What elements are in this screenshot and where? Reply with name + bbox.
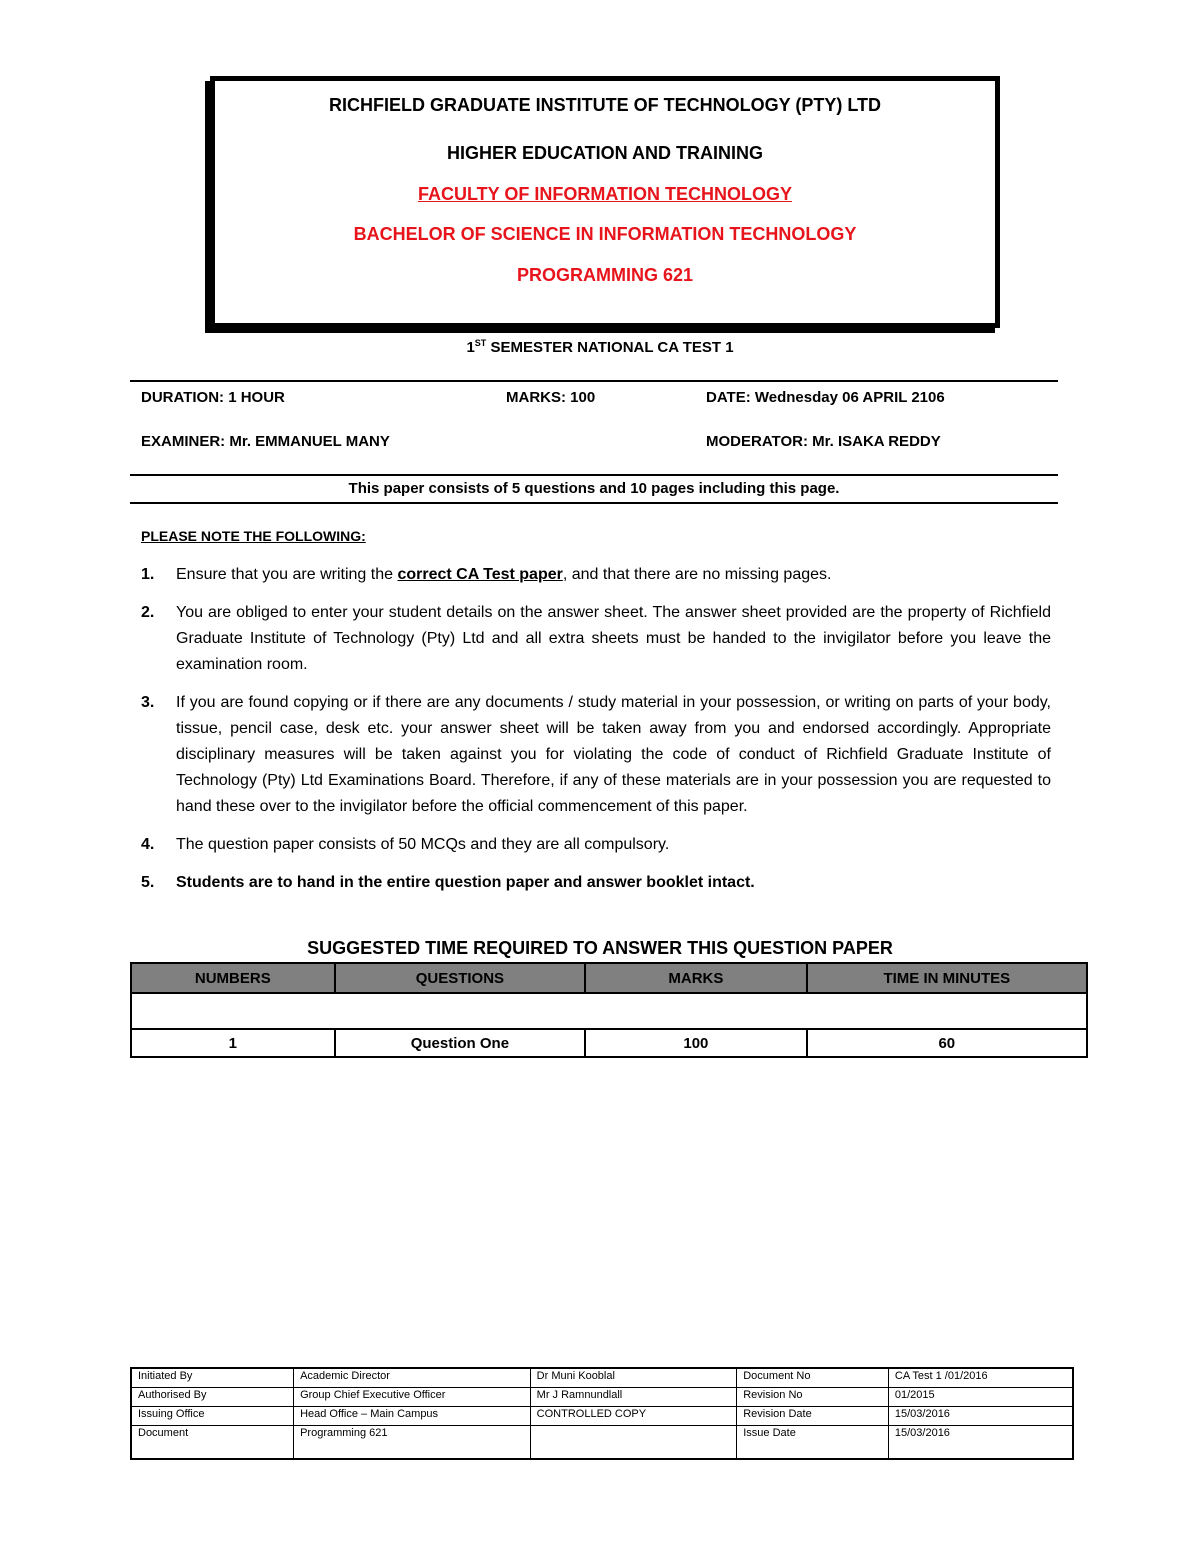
- table-cell: 1: [131, 1029, 335, 1057]
- date: DATE: Wednesday 06 APRIL 2106: [706, 389, 945, 406]
- table-cell: Academic Director: [294, 1368, 531, 1388]
- column-header: NUMBERS: [131, 963, 335, 993]
- time-table-header-row: [131, 963, 1087, 993]
- marks: MARKS: 100: [506, 389, 596, 406]
- note-text: Ensure that you are writing the: [176, 566, 398, 583]
- note-text: If you are found copying or if there are any documents / study material in your possession, or writing on parts of your body, tissue, pencil case, desk etc. your answer sheet will be taken away from you and endorsed accordingly. Appropriate disciplinary measures will be taken against you for violating the code of conduct of Richfield Graduate Institute of Technology (Pty) Ltd Examinations Board. Therefore, if any of these materials are in your possession you are requested to hand these over to the invigilator before the official commencement of this paper.: [176, 694, 1051, 815]
- table-row: [131, 1029, 1087, 1057]
- time-table-blank-row: [131, 993, 1087, 1029]
- note-number: 5.: [141, 874, 155, 891]
- test-title-number: 1: [466, 339, 475, 356]
- note-item: [141, 600, 1051, 678]
- blank-cell: [131, 993, 1087, 1029]
- document-control-table: [130, 1367, 1074, 1460]
- table-row: [131, 1426, 1073, 1460]
- table-cell: Question One: [335, 1029, 586, 1057]
- table-cell: Issue Date: [737, 1426, 889, 1460]
- table-cell: 15/03/2016: [888, 1407, 1073, 1426]
- institution-name: RICHFIELD GRADUATE INSTITUTE OF TECHNOLOGY (PTY) LTD: [329, 95, 881, 115]
- note-item: [141, 832, 1051, 858]
- table-row: [131, 1368, 1073, 1388]
- divider-top: [130, 380, 1058, 382]
- table-row: [131, 1388, 1073, 1407]
- examiner: EXAMINER: Mr. EMMANUEL MANY: [141, 433, 390, 450]
- table-cell: CONTROLLED COPY: [530, 1407, 737, 1426]
- column-header: TIME IN MINUTES: [807, 963, 1087, 993]
- table-cell: 15/03/2016: [888, 1426, 1073, 1460]
- table-cell: Mr J Ramnundlall: [530, 1388, 737, 1407]
- note-text: , and that there are no missing pages.: [562, 566, 832, 583]
- divider-middle: [130, 474, 1058, 476]
- header-box: [210, 76, 1000, 328]
- note-item: [141, 690, 1051, 820]
- table-cell: Revision Date: [737, 1407, 889, 1426]
- note-number: 1.: [141, 566, 155, 583]
- duration: DURATION: 1 HOUR: [141, 389, 285, 406]
- faculty-name: FACULTY OF INFORMATION TECHNOLOGY: [418, 184, 792, 204]
- column-header: MARKS: [585, 963, 807, 993]
- moderator: MODERATOR: Mr. ISAKA REDDY: [706, 433, 941, 450]
- note-text: The question paper consists of 50 MCQs and they are all compulsory.: [176, 836, 670, 853]
- notes-heading: PLEASE NOTE THE FOLLOWING:: [141, 528, 366, 544]
- note-item: [141, 870, 1051, 896]
- paper-consists-note: This paper consists of 5 questions and 10 pages including this page.: [348, 480, 840, 497]
- table-cell: CA Test 1 /01/2016: [888, 1368, 1073, 1388]
- note-emphasis: correct CA Test paper: [397, 566, 563, 583]
- divider-bottom: [130, 502, 1058, 504]
- time-table-title: SUGGESTED TIME REQUIRED TO ANSWER THIS QUESTION PAPER: [307, 938, 893, 958]
- module-name: PROGRAMMING 621: [516, 265, 694, 285]
- note-number: 3.: [141, 694, 155, 711]
- test-title-text: SEMESTER NATIONAL CA TEST 1: [486, 339, 734, 356]
- table-cell: Document: [131, 1426, 294, 1460]
- note-text: You are obliged to enter your student details on the answer sheet. The answer sheet provided are the property of Richfield Graduate Institute of Technology (Pty) Ltd and all extra sheets must be handed to the invigilator before you leave the examination room.: [176, 604, 1051, 673]
- note-text: Students are to hand in the entire question paper and answer booklet intact.: [176, 874, 755, 891]
- note-item: [141, 562, 1051, 588]
- degree-name: BACHELOR OF SCIENCE IN INFORMATION TECHNOLOGY: [353, 224, 857, 244]
- table-cell: Programming 621: [294, 1426, 531, 1460]
- table-cell: Initiated By: [131, 1368, 294, 1388]
- test-title-superscript: ST: [474, 338, 487, 348]
- table-cell: 01/2015: [888, 1388, 1073, 1407]
- note-number: 4.: [141, 836, 155, 853]
- notes-list: [141, 562, 1051, 908]
- table-cell: 60: [807, 1029, 1087, 1057]
- table-cell: Head Office – Main Campus: [294, 1407, 531, 1426]
- table-cell: Dr Muni Kooblal: [530, 1368, 737, 1388]
- table-cell: 100: [585, 1029, 807, 1057]
- table-cell: Group Chief Executive Officer: [294, 1388, 531, 1407]
- table-cell: [530, 1426, 737, 1460]
- table-cell: Issuing Office: [131, 1407, 294, 1426]
- table-cell: Document No: [737, 1368, 889, 1388]
- division-name: HIGHER EDUCATION AND TRAINING: [447, 143, 763, 163]
- column-header: QUESTIONS: [335, 963, 586, 993]
- table-cell: Authorised By: [131, 1388, 294, 1407]
- table-row: [131, 1407, 1073, 1426]
- note-number: 2.: [141, 604, 155, 621]
- table-cell: Revision No: [737, 1388, 889, 1407]
- time-table: [130, 962, 1088, 1058]
- test-title: [0, 338, 1200, 356]
